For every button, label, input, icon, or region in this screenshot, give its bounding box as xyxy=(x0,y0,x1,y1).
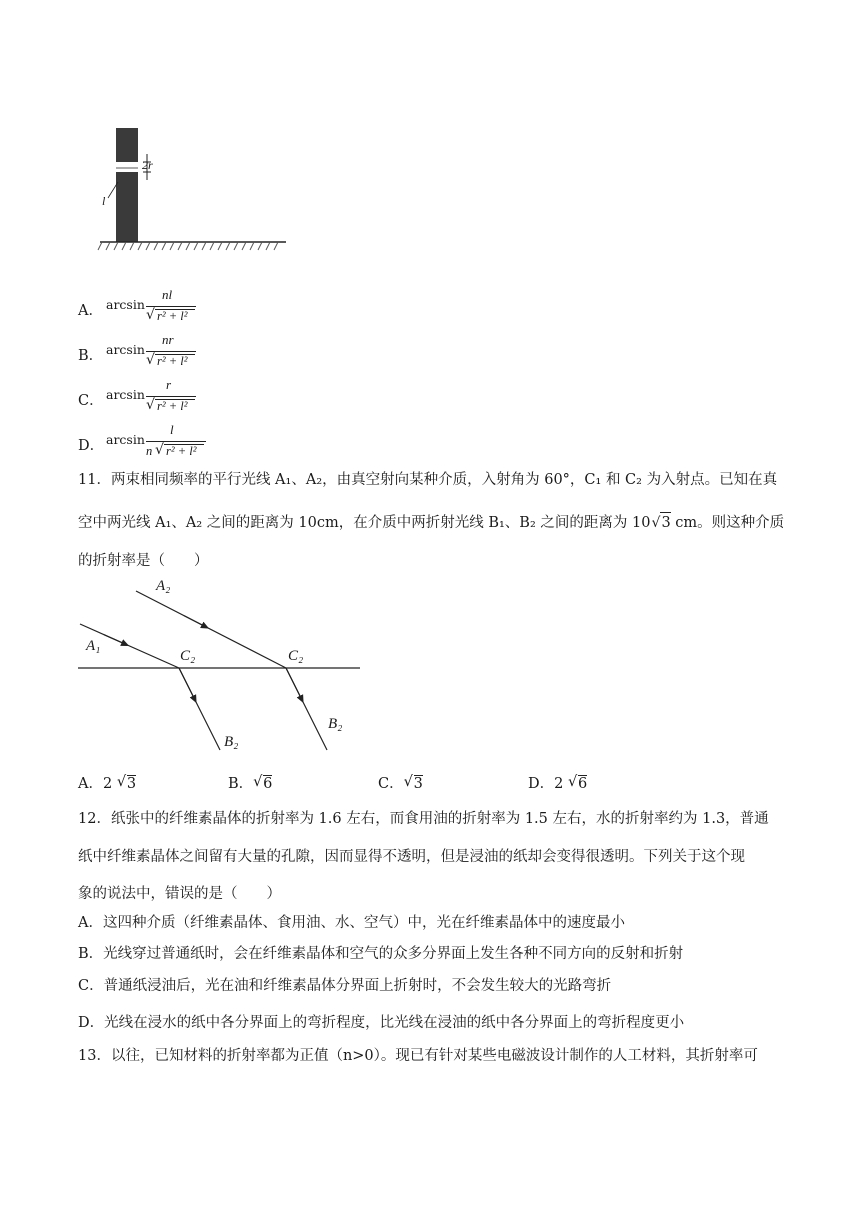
q12-option-c: C．普通纸浸油后，光在油和纤维素晶体分界面上折射时，不会发生较大的光路弯折 xyxy=(78,978,612,994)
q12-option-d: D．光线在浸水的纸中各分界面上的弯折程度，比光线在浸油的纸中各分界面上的弯折程度更小 xyxy=(78,1015,685,1031)
q10-option-d-numerator: l xyxy=(170,422,174,437)
q11-label-c-right: C₂ xyxy=(288,648,304,664)
q13-line1: 13．以往，已知材料的折射率都为正值（n>0）。现已有针对某些电磁波设计制作的人工材料，其折射率可 xyxy=(78,1048,758,1064)
q11-option-a: A．2 √ 3 xyxy=(78,774,137,792)
q11-line2-a: 空中两光线 A₁、A₂ 之间的距离为 10cm，在介质中两折射光线 B₁、B₂ 之间的距离为 10 xyxy=(78,515,651,531)
q11-label-a2: A₂ xyxy=(156,578,171,594)
q10-option-b-letter: B． xyxy=(78,348,104,364)
q10-option-c-denominator: r² + l² xyxy=(157,399,188,413)
q10-option-a-numerator: nl xyxy=(162,287,173,302)
q11-line2-sqrt: 3 xyxy=(661,515,671,531)
q11-label-b-left: B₂ xyxy=(224,734,239,750)
figure1-gap-label: 2r xyxy=(142,158,153,172)
q11-option-d: D．2 √ 6 xyxy=(528,774,588,792)
q12-line2: 纸中纤维素晶体之间留有大量的孔隙，因而显得不透明，但是浸油的纸却会变得很透明。下列关于这个现 xyxy=(78,849,745,865)
q10-option-c-func: arcsin xyxy=(106,387,145,402)
q11-option-b: B． √ 6 xyxy=(228,774,273,792)
q10-option-d-den-prefix: n xyxy=(146,444,153,458)
q11-line3: 的折射率是（ ） xyxy=(78,553,209,569)
q11-label-c-left: C₂ xyxy=(180,648,196,664)
q12-line3: 象的说法中，错误的是（ ） xyxy=(78,886,281,902)
q10-option-b-denominator: r² + l² xyxy=(157,354,188,368)
figure-bar-on-ground xyxy=(94,124,294,256)
q12-option-a: A．这四种介质（纤维素晶体、食用油、水、空气）中，光在纤维素晶体中的速度最小 xyxy=(78,915,625,931)
q11-label-b-right: B₂ xyxy=(328,716,343,732)
q12-line1: 12．纸张中的纤维素晶体的折射率为 1.6 左右，而食用油的折射率为 1.5 左右，水的折射率约为 1.3，普通 xyxy=(78,811,769,827)
q11-option-c: C． √ 3 xyxy=(378,774,423,792)
q10-option-d-func: arcsin xyxy=(106,432,145,447)
q11-label-a1: A₁ xyxy=(86,638,101,654)
q11-line2-b: cm。则这种介质 xyxy=(670,515,785,531)
q10-option-a-letter: A． xyxy=(78,303,103,319)
q10-option-a-denominator: r² + l² xyxy=(157,309,188,323)
q10-option-c-numerator: r xyxy=(166,377,172,392)
q11-line2: 空中两光线 A₁、A₂ 之间的距离为 10cm，在介质中两折射光线 B₁、B₂ 之间的距离为 10 3 √ cm。则这种介质 xyxy=(78,512,798,533)
q11-figure xyxy=(74,572,364,758)
q10-option-b-func: arcsin xyxy=(106,342,145,357)
q10-option-d-letter: D． xyxy=(78,438,105,454)
q10-option-b-numerator: nr xyxy=(162,332,174,347)
q10-option-a-func: arcsin xyxy=(106,297,145,312)
q12-option-b: B．光线穿过普通纸时，会在纤维素晶体和空气的众多分界面上发生各种不同方向的反射和折射 xyxy=(78,946,684,962)
figure1-l-label: l xyxy=(102,194,106,208)
q10-option-d-denominator: r² + l² xyxy=(166,444,197,458)
q10-option-c-letter: C． xyxy=(78,393,104,409)
q11-line1: 11．两束相同频率的平行光线 A₁、A₂，由真空射向某种介质，入射角为 60°，C₁ 和 C₂ 为入射点。已知在真 xyxy=(78,472,778,488)
